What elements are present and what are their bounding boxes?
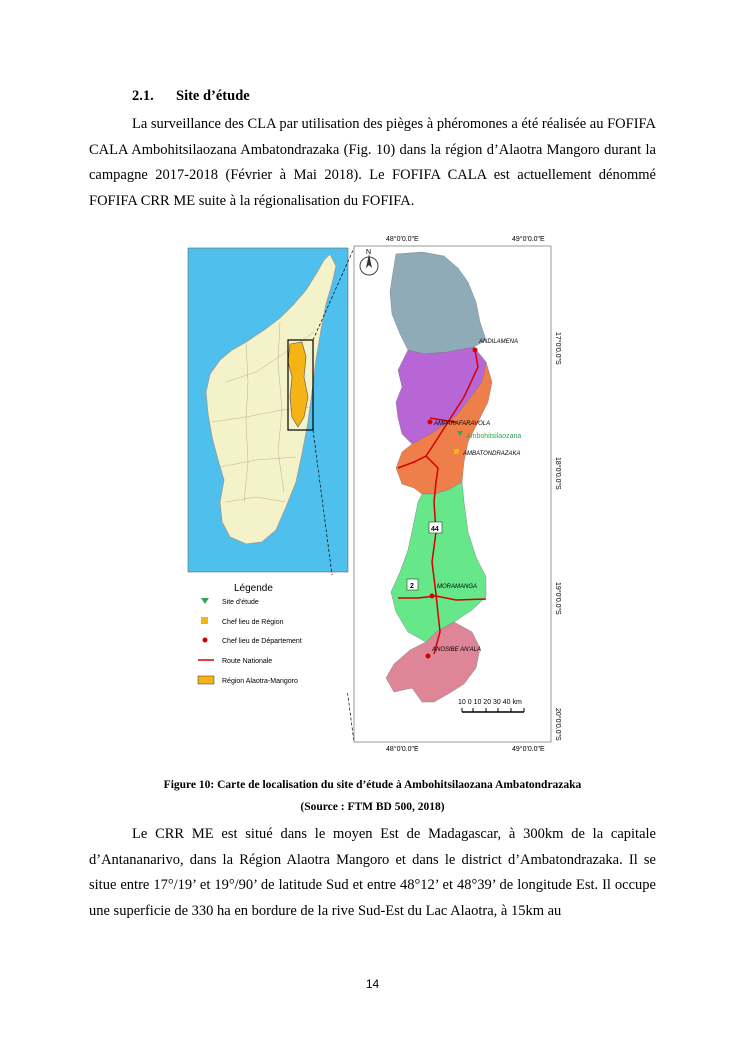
label-andilamena: ANDILAMENA (479, 339, 519, 345)
dot-icon (203, 638, 208, 643)
legend-region: Région Alaotra-Mangoro (222, 678, 298, 685)
page-number: 14 (365, 977, 380, 991)
legend-site: Site d'étude (222, 599, 259, 606)
longitude-label-bottom-1: 48°0'0.0"E (386, 746, 419, 752)
label-amparafaravola: AMPARAFARAVOLA (434, 421, 491, 427)
svg-text:18°0'0.0"S: 18°0'0.0"S (554, 457, 561, 490)
figure-source: (Source : FTM BD 500, 2018) (300, 801, 445, 813)
marker-ambatondrazaka (454, 449, 459, 454)
legend-title: Légende (234, 583, 273, 594)
figure-caption: Figure 10: Carte de localisation du site d’étude à Ambohitsilaozana Ambatondrazaka (163, 779, 582, 791)
label-moramanga: MORAMANGA (437, 584, 478, 590)
svg-text:20°0'0.0"S: 20°0'0.0"S (554, 708, 561, 741)
paragraph-study-site: La surveillance des CLA par utilisation des pièges à phéromones a été réalisée au FOFIFA CALA Ambohitsilaozana Ambatondrazaka (Fig. 10) dans la région d’Alaotra Mangoro durant la campagne 2017-2018 (Février à Mai 2018). Le FOFIFA CALA est actuellement dénommé FOFIFA CRR ME suite à la régionalisation du FOFIFA. (89, 116, 656, 209)
svg-text:44: 44 (431, 526, 439, 533)
marker-amparafaravola (428, 420, 433, 425)
marker-anosibe (426, 654, 431, 659)
legend-road: Route Nationale (222, 658, 273, 665)
longitude-label-top-1: 48°0'0.0"E (386, 236, 419, 243)
section-heading (132, 88, 250, 105)
svg-text:2: 2 (410, 583, 414, 590)
longitude-label-top-2: 49°0'0.0"E (512, 236, 545, 243)
svg-text:17°0'0.0"S: 17°0'0.0"S (554, 332, 561, 365)
label-anosibe: ANOSIBE AN'ALA (432, 647, 481, 653)
latitude-labels (554, 332, 562, 741)
figure-location-map (186, 232, 566, 752)
svg-text:19°0'0.0"S: 19°0'0.0"S (554, 582, 561, 615)
region-swatch-icon (198, 676, 214, 684)
square-icon (201, 617, 208, 624)
legend-department-capital: Chef lieu de Département (222, 638, 302, 645)
legend-region-capital: Chef lieu de Région (222, 619, 284, 626)
label-ambohitsilaozana: Ambohitsilaozana (466, 433, 522, 440)
marker-moramanga (430, 594, 435, 599)
longitude-label-bottom-2: 49°0'0.0"E (512, 746, 545, 752)
marker-andilamena (473, 348, 478, 353)
svg-text:N: N (366, 249, 372, 256)
scale-label: 10 0 10 20 30 40 km (458, 699, 522, 706)
section-title: Site d’étude (176, 88, 250, 104)
section-number: 2.1. (132, 88, 154, 104)
paragraph-crr-me: Le CRR ME est situé dans le moyen Est de Madagascar, à 300km de la capitale d’Antananarivo, dans la Région Alaotra Mangoro et dans le district d’Ambatondrazaka. Il se situe entre 17°/19’ et 19°/90’ de latitude Sud et entre 48°12’ et 48°39’ de longitude Est. Il occupe une superficie de 330 ha en bordure de la rive Sud-Est du Lac Alaotra, à 15km au (89, 826, 656, 919)
label-ambatondrazaka: AMBATONDRAZAKA (463, 451, 521, 457)
map-svg (186, 232, 566, 752)
